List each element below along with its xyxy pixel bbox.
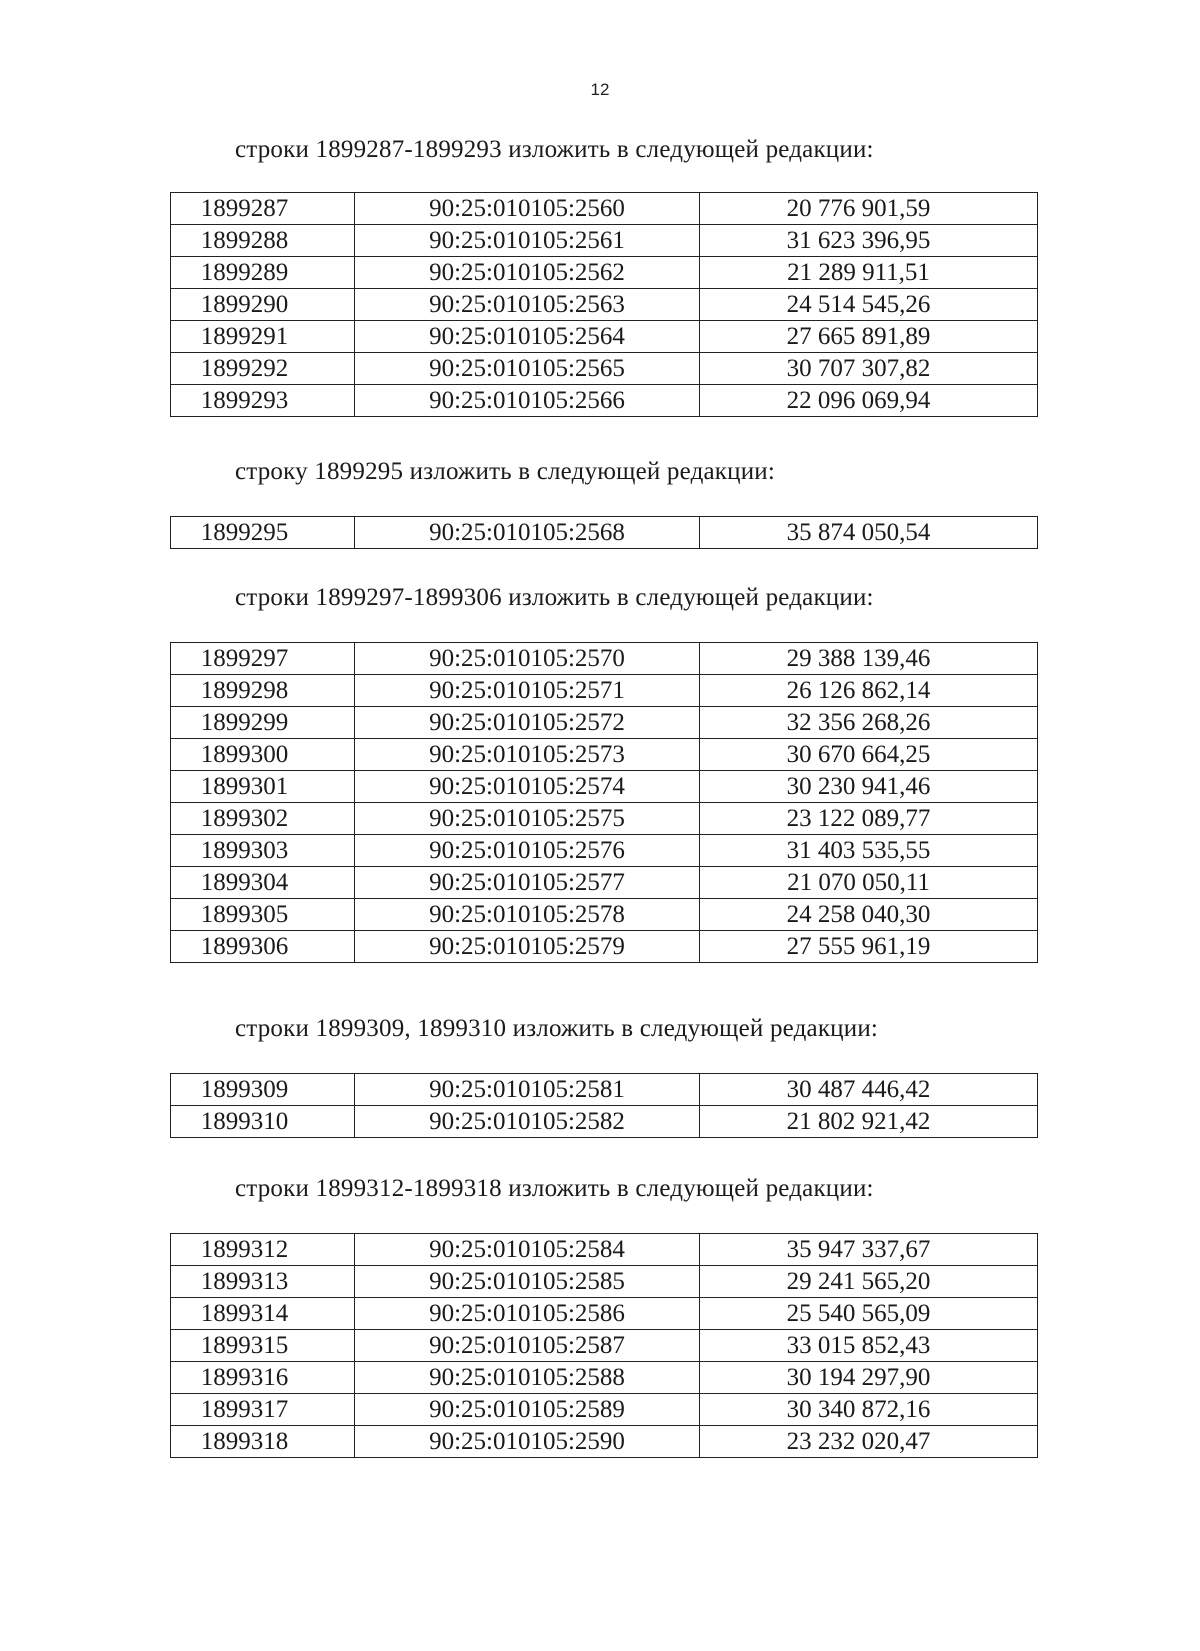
cadastral-number-cell: 90:25:010105:2572: [355, 707, 700, 739]
value-cell: 33 015 852,43: [700, 1330, 1038, 1362]
table-row: [171, 803, 1038, 835]
cadastral-number-cell: 90:25:010105:2571: [355, 675, 700, 707]
table-row: [171, 707, 1038, 739]
row-number-cell: 1899297: [171, 643, 355, 675]
cadastral-number-cell: 90:25:010105:2590: [355, 1426, 700, 1458]
value-cell: 30 340 872,16: [700, 1394, 1038, 1426]
value-cell: 22 096 069,94: [700, 385, 1038, 417]
table-row: [171, 257, 1038, 289]
row-number-cell: 1899291: [171, 321, 355, 353]
table-row: [171, 193, 1038, 225]
value-cell: 32 356 268,26: [700, 707, 1038, 739]
row-number-cell: 1899318: [171, 1426, 355, 1458]
row-number-cell: 1899316: [171, 1362, 355, 1394]
section-instruction: строки 1899297-1899306 изложить в следующей редакции:: [235, 584, 874, 611]
row-number-cell: 1899301: [171, 771, 355, 803]
amendment-table: [170, 1233, 1038, 1458]
value-cell: 30 670 664,25: [700, 739, 1038, 771]
table-row: [171, 1074, 1038, 1106]
table-row: [171, 385, 1038, 417]
value-cell: 24 514 545,26: [700, 289, 1038, 321]
value-cell: 29 241 565,20: [700, 1266, 1038, 1298]
table-row: [171, 835, 1038, 867]
cadastral-number-cell: 90:25:010105:2578: [355, 899, 700, 931]
cadastral-number-cell: 90:25:010105:2581: [355, 1074, 700, 1106]
amendment-table: [170, 516, 1038, 549]
value-cell: 31 403 535,55: [700, 835, 1038, 867]
table-row: [171, 321, 1038, 353]
row-number-cell: 1899289: [171, 257, 355, 289]
table-row: [171, 899, 1038, 931]
row-number-cell: 1899304: [171, 867, 355, 899]
value-cell: 29 388 139,46: [700, 643, 1038, 675]
section-instruction: строку 1899295 изложить в следующей редакции:: [235, 458, 776, 485]
table-row: [171, 225, 1038, 257]
table-row: [171, 1426, 1038, 1458]
section-instruction: строки 1899312-1899318 изложить в следующей редакции:: [235, 1175, 874, 1202]
value-cell: 26 126 862,14: [700, 675, 1038, 707]
cadastral-number-cell: 90:25:010105:2575: [355, 803, 700, 835]
table-row: [171, 1394, 1038, 1426]
value-cell: 35 947 337,67: [700, 1234, 1038, 1266]
row-number-cell: 1899313: [171, 1266, 355, 1298]
cadastral-number-cell: 90:25:010105:2584: [355, 1234, 700, 1266]
table-row: [171, 353, 1038, 385]
row-number-cell: 1899295: [171, 517, 355, 549]
table-row: [171, 1330, 1038, 1362]
value-cell: 23 232 020,47: [700, 1426, 1038, 1458]
cadastral-number-cell: 90:25:010105:2562: [355, 257, 700, 289]
cadastral-number-cell: 90:25:010105:2577: [355, 867, 700, 899]
value-cell: 21 289 911,51: [700, 257, 1038, 289]
section-instruction: строки 1899309, 1899310 изложить в следующей редакции:: [235, 1015, 879, 1042]
table-row: [171, 1266, 1038, 1298]
table-row: [171, 289, 1038, 321]
row-number-cell: 1899317: [171, 1394, 355, 1426]
value-cell: 25 540 565,09: [700, 1298, 1038, 1330]
cadastral-number-cell: 90:25:010105:2565: [355, 353, 700, 385]
value-cell: 23 122 089,77: [700, 803, 1038, 835]
table-row: [171, 771, 1038, 803]
row-number-cell: 1899302: [171, 803, 355, 835]
table-row: [171, 675, 1038, 707]
cadastral-number-cell: 90:25:010105:2587: [355, 1330, 700, 1362]
row-number-cell: 1899300: [171, 739, 355, 771]
table-row: [171, 643, 1038, 675]
value-cell: 21 070 050,11: [700, 867, 1038, 899]
value-cell: 30 230 941,46: [700, 771, 1038, 803]
cadastral-number-cell: 90:25:010105:2560: [355, 193, 700, 225]
row-number-cell: 1899290: [171, 289, 355, 321]
row-number-cell: 1899314: [171, 1298, 355, 1330]
value-cell: 21 802 921,42: [700, 1106, 1038, 1138]
table-row: [171, 1362, 1038, 1394]
cadastral-number-cell: 90:25:010105:2570: [355, 643, 700, 675]
value-cell: 27 665 891,89: [700, 321, 1038, 353]
cadastral-number-cell: 90:25:010105:2564: [355, 321, 700, 353]
row-number-cell: 1899293: [171, 385, 355, 417]
value-cell: 30 487 446,42: [700, 1074, 1038, 1106]
cadastral-number-cell: 90:25:010105:2589: [355, 1394, 700, 1426]
table-row: [171, 1106, 1038, 1138]
cadastral-number-cell: 90:25:010105:2576: [355, 835, 700, 867]
row-number-cell: 1899306: [171, 931, 355, 963]
table-row: [171, 517, 1038, 549]
row-number-cell: 1899315: [171, 1330, 355, 1362]
table-row: [171, 931, 1038, 963]
row-number-cell: 1899305: [171, 899, 355, 931]
value-cell: 24 258 040,30: [700, 899, 1038, 931]
amendment-table: [170, 192, 1038, 417]
row-number-cell: 1899303: [171, 835, 355, 867]
value-cell: 20 776 901,59: [700, 193, 1038, 225]
value-cell: 35 874 050,54: [700, 517, 1038, 549]
cadastral-number-cell: 90:25:010105:2574: [355, 771, 700, 803]
cadastral-number-cell: 90:25:010105:2582: [355, 1106, 700, 1138]
row-number-cell: 1899292: [171, 353, 355, 385]
cadastral-number-cell: 90:25:010105:2563: [355, 289, 700, 321]
row-number-cell: 1899299: [171, 707, 355, 739]
row-number-cell: 1899312: [171, 1234, 355, 1266]
cadastral-number-cell: 90:25:010105:2561: [355, 225, 700, 257]
row-number-cell: 1899288: [171, 225, 355, 257]
amendment-table: [170, 642, 1038, 963]
cadastral-number-cell: 90:25:010105:2566: [355, 385, 700, 417]
value-cell: 30 194 297,90: [700, 1362, 1038, 1394]
table-row: [171, 1234, 1038, 1266]
table-row: [171, 867, 1038, 899]
table-row: [171, 739, 1038, 771]
section-instruction: строки 1899287-1899293 изложить в следующей редакции:: [235, 136, 874, 163]
cadastral-number-cell: 90:25:010105:2588: [355, 1362, 700, 1394]
row-number-cell: 1899287: [171, 193, 355, 225]
table-row: [171, 1298, 1038, 1330]
cadastral-number-cell: 90:25:010105:2585: [355, 1266, 700, 1298]
cadastral-number-cell: 90:25:010105:2573: [355, 739, 700, 771]
row-number-cell: 1899310: [171, 1106, 355, 1138]
value-cell: 30 707 307,82: [700, 353, 1038, 385]
row-number-cell: 1899309: [171, 1074, 355, 1106]
cadastral-number-cell: 90:25:010105:2586: [355, 1298, 700, 1330]
cadastral-number-cell: 90:25:010105:2568: [355, 517, 700, 549]
cadastral-number-cell: 90:25:010105:2579: [355, 931, 700, 963]
amendment-table: [170, 1073, 1038, 1138]
value-cell: 27 555 961,19: [700, 931, 1038, 963]
row-number-cell: 1899298: [171, 675, 355, 707]
value-cell: 31 623 396,95: [700, 225, 1038, 257]
page-number: 12: [590, 80, 610, 99]
